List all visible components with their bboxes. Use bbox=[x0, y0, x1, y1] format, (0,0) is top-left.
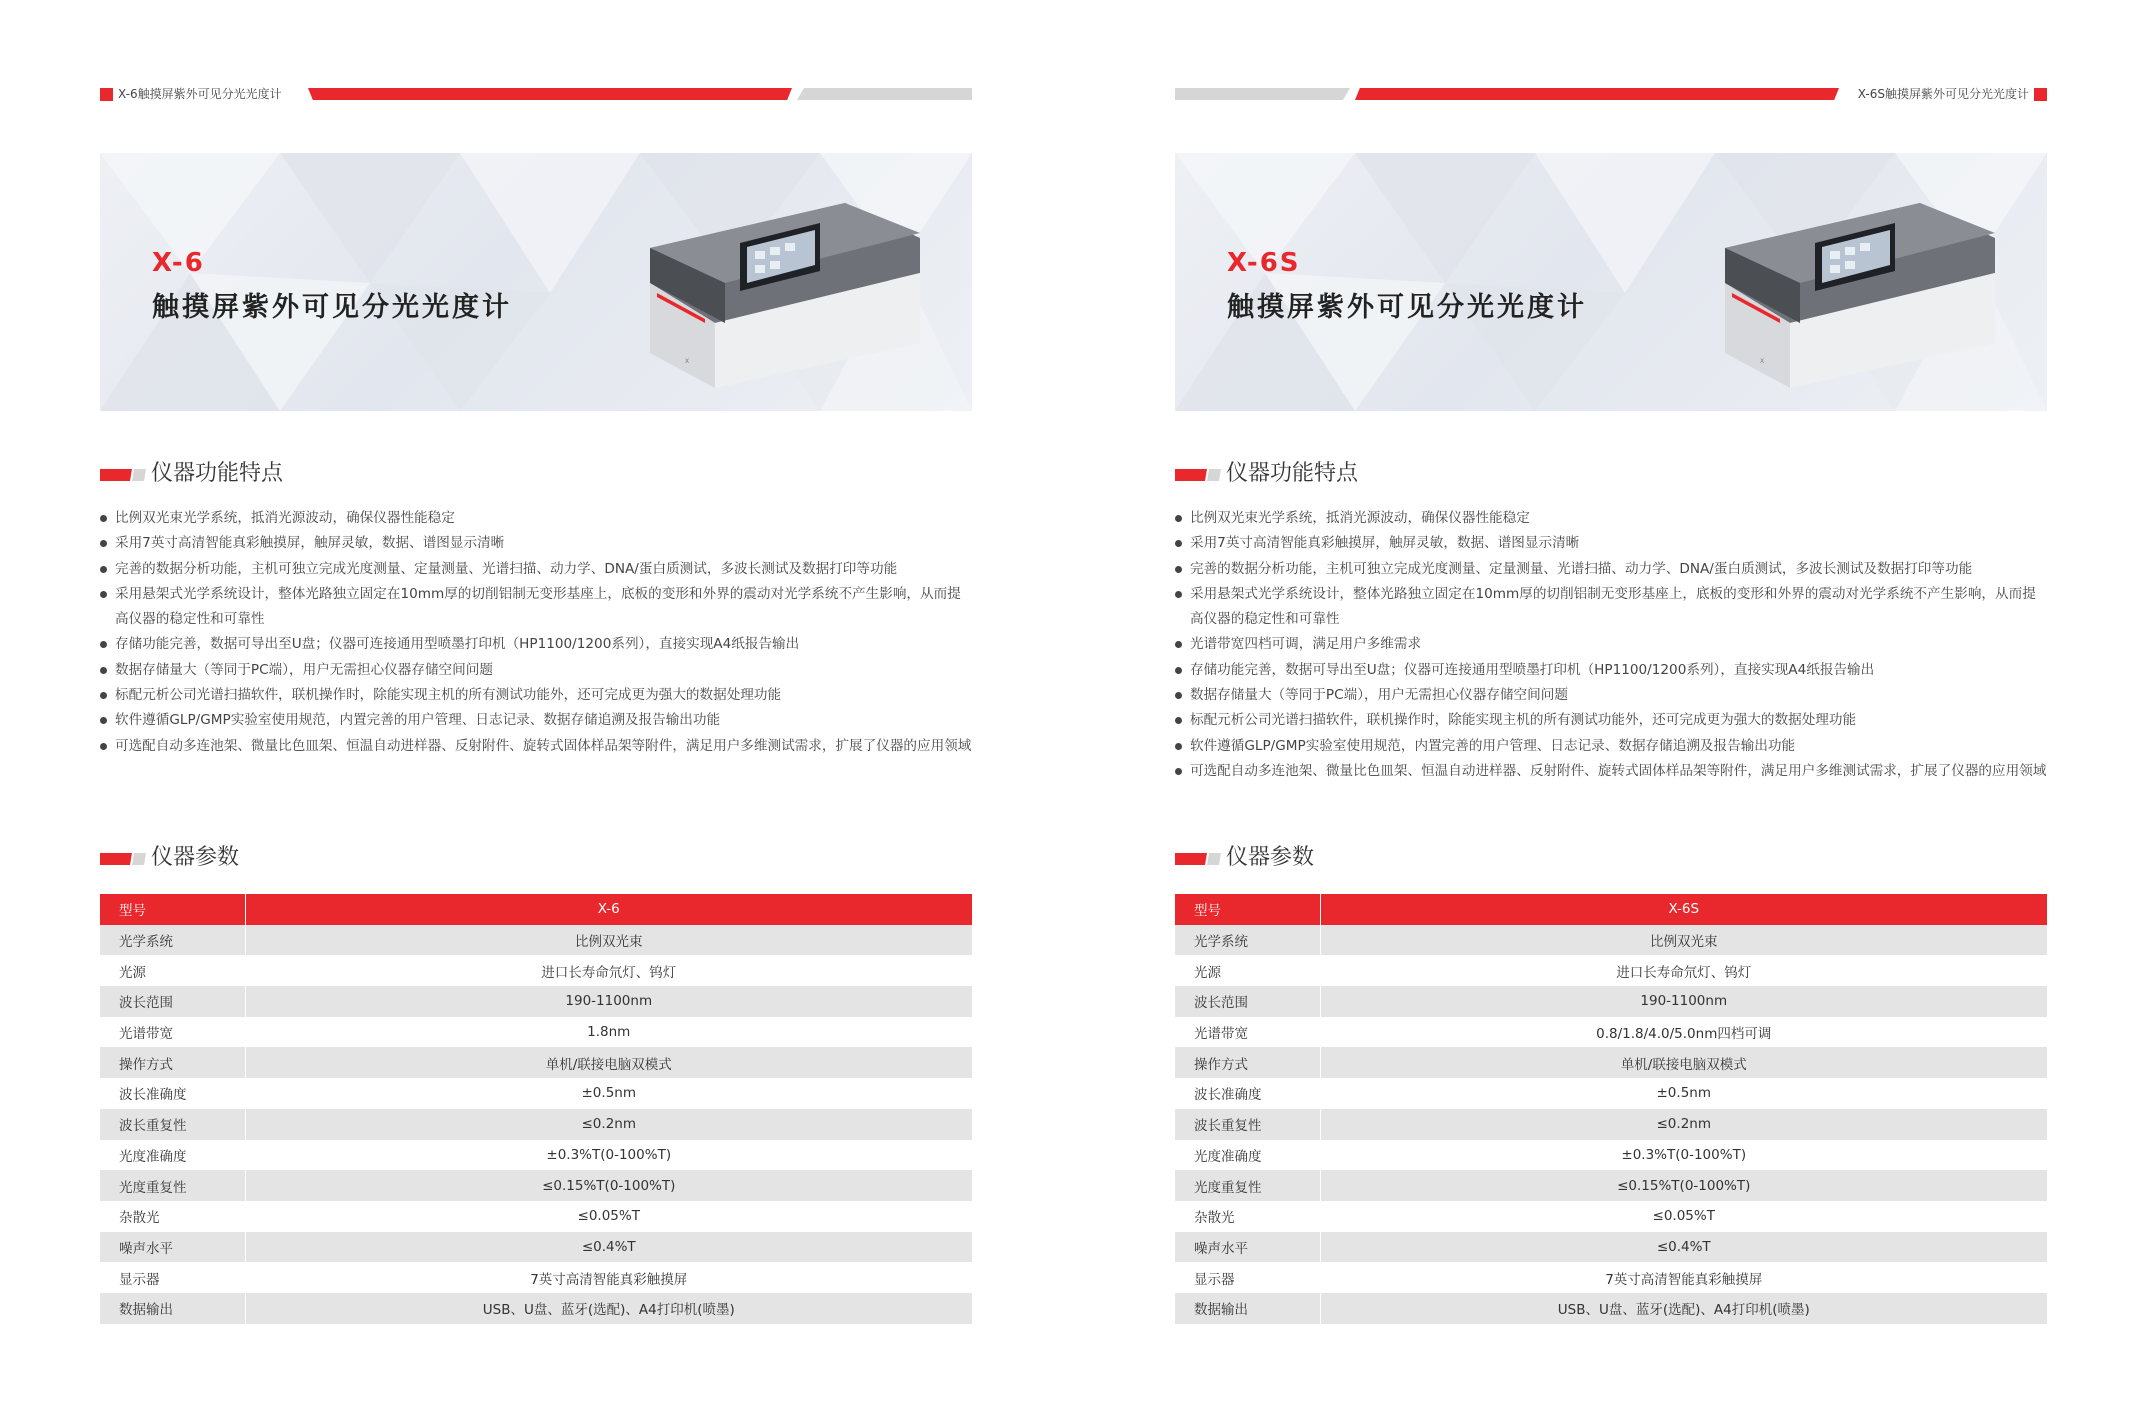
table-row bbox=[1175, 1140, 2047, 1171]
bullet-icon bbox=[100, 515, 107, 522]
banner-product-name: 触摸屏紫外可见分光光度计 bbox=[1227, 292, 1587, 323]
table-row bbox=[100, 1232, 972, 1263]
table-row bbox=[100, 1140, 972, 1171]
svg-text:X: X bbox=[1760, 358, 1765, 365]
table-row bbox=[100, 925, 972, 956]
page-header bbox=[100, 86, 972, 102]
spec-key: 杂散光 bbox=[100, 1201, 245, 1232]
feature-item: 完善的数据分析功能，主机可独立完成光度测量、定量测量、光谱扫描、动力学、DNA/蛋白质测试，多波长测试及数据打印等功能 bbox=[1175, 557, 2047, 582]
spec-key: 噪声水平 bbox=[1175, 1232, 1320, 1263]
feature-item: 采用7英寸高清智能真彩触摸屏，触屏灵敏，数据、谱图显示清晰 bbox=[1175, 531, 2047, 556]
spec-value: 7英寸高清智能真彩触摸屏 bbox=[1320, 1262, 2047, 1293]
feature-item: 采用悬架式光学系统设计，整体光路独立固定在10mm厚的切削铝制无变形基座上，底板的变形和外界的震动对光学系统不产生影响，从而提高仪器的稳定性和可靠性 bbox=[1175, 582, 2047, 633]
table-row bbox=[1175, 1047, 2047, 1078]
spec-key: 操作方式 bbox=[1175, 1047, 1320, 1078]
feature-item: 可选配自动多连池架、微量比色皿架、恒温自动进样器、反射附件、旋转式固体样品架等附件，满足用户多维测试需求，扩展了仪器的应用领域 bbox=[100, 734, 972, 759]
bullet-icon bbox=[1175, 641, 1182, 648]
feature-item: 软件遵循GLP/GMP实验室使用规范，内置完善的用户管理、日志记录、数据存储追溯及报告输出功能 bbox=[100, 708, 972, 733]
bullet-icon bbox=[100, 641, 107, 648]
section-marker-icon bbox=[1175, 469, 1221, 481]
header-gray-stripe bbox=[1175, 88, 1350, 100]
feature-item: 可选配自动多连池架、微量比色皿架、恒温自动进样器、反射附件、旋转式固体样品架等附件，满足用户多维测试需求，扩展了仪器的应用领域 bbox=[1175, 759, 2047, 784]
spec-key: 波长重复性 bbox=[1175, 1109, 1320, 1140]
feature-item: 存储功能完善，数据可导出至U盘；仪器可连接通用型喷墨打印机（HP1100/1200系列），直接实现A4纸报告输出 bbox=[1175, 658, 2047, 683]
spec-value: ≤0.2nm bbox=[245, 1109, 972, 1140]
spec-value: ≤0.15%T(0-100%T) bbox=[1320, 1170, 2047, 1201]
spec-value: ±0.3%T(0-100%T) bbox=[1320, 1140, 2047, 1171]
table-row bbox=[1175, 1201, 2047, 1232]
bullet-icon bbox=[1175, 591, 1182, 598]
spec-table-header bbox=[100, 894, 972, 925]
features-list bbox=[100, 506, 972, 759]
spec-header-key: 型号 bbox=[100, 894, 245, 925]
spectrophotometer-image bbox=[1720, 193, 2010, 393]
table-row bbox=[100, 1078, 972, 1109]
table-row bbox=[1175, 1170, 2047, 1201]
spec-header-key: 型号 bbox=[1175, 894, 1320, 925]
header-gray-stripe bbox=[797, 88, 972, 100]
bullet-icon bbox=[100, 717, 107, 724]
spec-key: 光谱带宽 bbox=[100, 1017, 245, 1048]
spec-value: 进口长寿命氘灯、钨灯 bbox=[1320, 955, 2047, 986]
feature-item: 光谱带宽四档可调，满足用户多维需求 bbox=[1175, 632, 2047, 657]
spec-key: 波长重复性 bbox=[100, 1109, 245, 1140]
spec-key: 波长范围 bbox=[1175, 986, 1320, 1017]
spec-key: 杂散光 bbox=[1175, 1201, 1320, 1232]
table-row bbox=[1175, 1262, 2047, 1293]
bullet-icon bbox=[1175, 717, 1182, 724]
spec-value: 单机/联接电脑双模式 bbox=[1320, 1047, 2047, 1078]
features-list bbox=[1175, 506, 2047, 784]
spectrophotometer-image bbox=[645, 193, 935, 393]
table-row bbox=[1175, 1017, 2047, 1048]
table-row bbox=[100, 986, 972, 1017]
feature-item: 采用7英寸高清智能真彩触摸屏，触屏灵敏，数据、谱图显示清晰 bbox=[100, 531, 972, 556]
spec-key: 光度准确度 bbox=[1175, 1140, 1320, 1171]
table-row bbox=[100, 1201, 972, 1232]
feature-item: 比例双光束光学系统，抵消光源波动，确保仪器性能稳定 bbox=[100, 506, 972, 531]
bullet-icon bbox=[100, 743, 107, 750]
spec-value: 进口长寿命氘灯、钨灯 bbox=[245, 955, 972, 986]
table-row bbox=[100, 1047, 972, 1078]
feature-item: 比例双光束光学系统，抵消光源波动，确保仪器性能稳定 bbox=[1175, 506, 2047, 531]
bullet-icon bbox=[1175, 768, 1182, 775]
section-marker-icon bbox=[1175, 853, 1221, 865]
spec-key: 光学系统 bbox=[1175, 925, 1320, 956]
section-marker-icon bbox=[100, 853, 146, 865]
product-banner bbox=[100, 153, 972, 411]
spec-key: 光源 bbox=[1175, 955, 1320, 986]
spec-table bbox=[100, 894, 972, 1324]
header-red-stripe bbox=[1355, 88, 1839, 100]
spec-key: 噪声水平 bbox=[100, 1232, 245, 1263]
table-row bbox=[1175, 925, 2047, 956]
bullet-icon bbox=[100, 540, 107, 547]
table-row bbox=[1175, 986, 2047, 1017]
spec-key: 波长准确度 bbox=[1175, 1078, 1320, 1109]
spec-value: ±0.3%T(0-100%T) bbox=[245, 1140, 972, 1171]
spec-table bbox=[1175, 894, 2047, 1324]
spec-value: ≤0.4%T bbox=[245, 1232, 972, 1263]
bullet-icon bbox=[1175, 566, 1182, 573]
section-marker-icon bbox=[100, 469, 146, 481]
spec-header-value: X-6S bbox=[1320, 894, 2047, 925]
spec-key: 光度重复性 bbox=[1175, 1170, 1320, 1201]
bullet-icon bbox=[100, 591, 107, 598]
spec-key: 光学系统 bbox=[100, 925, 245, 956]
spec-value: ±0.5nm bbox=[245, 1078, 972, 1109]
page-header bbox=[1175, 86, 2047, 102]
feature-item: 标配元析公司光谱扫描软件，联机操作时，除能实现主机的所有测试功能外，还可完成更为强大的数据处理功能 bbox=[100, 683, 972, 708]
spec-value: ≤0.15%T(0-100%T) bbox=[245, 1170, 972, 1201]
header-title: X-6触摸屏紫外可见分光光度计 bbox=[118, 87, 282, 101]
spec-value: 0.8/1.8/4.0/5.0nm四档可调 bbox=[1320, 1017, 2047, 1048]
spec-key: 光源 bbox=[100, 955, 245, 986]
product-banner bbox=[1175, 153, 2047, 411]
spec-key: 显示器 bbox=[100, 1262, 245, 1293]
spec-header-value: X-6 bbox=[245, 894, 972, 925]
bullet-icon bbox=[100, 667, 107, 674]
spec-key: 光度准确度 bbox=[100, 1140, 245, 1171]
spec-value: 单机/联接电脑双模式 bbox=[245, 1047, 972, 1078]
spec-value: 比例双光束 bbox=[1320, 925, 2047, 956]
features-heading-label: 仪器功能特点 bbox=[151, 461, 284, 486]
bullet-icon bbox=[1175, 515, 1182, 522]
table-row bbox=[1175, 1232, 2047, 1263]
banner-product-name: 触摸屏紫外可见分光光度计 bbox=[152, 292, 512, 323]
table-row bbox=[100, 955, 972, 986]
table-row bbox=[100, 1109, 972, 1140]
params-heading-label: 仪器参数 bbox=[1226, 845, 1315, 870]
spec-table-header bbox=[1175, 894, 2047, 925]
table-row bbox=[100, 1170, 972, 1201]
bullet-icon bbox=[100, 692, 107, 699]
spec-value: USB、U盘、蓝牙(选配)、A4打印机(喷墨) bbox=[1320, 1293, 2047, 1324]
table-row bbox=[1175, 1109, 2047, 1140]
spec-value: ≤0.2nm bbox=[1320, 1109, 2047, 1140]
brochure-page-right bbox=[1175, 0, 2047, 1424]
spec-key: 波长范围 bbox=[100, 986, 245, 1017]
bullet-icon bbox=[1175, 540, 1182, 547]
table-row bbox=[1175, 1078, 2047, 1109]
feature-item: 存储功能完善，数据可导出至U盘；仪器可连接通用型喷墨打印机（HP1100/1200系列），直接实现A4纸报告输出 bbox=[100, 632, 972, 657]
feature-item: 数据存储量大（等同于PC端），用户无需担心仪器存储空间问题 bbox=[1175, 683, 2047, 708]
header-red-stripe bbox=[308, 88, 792, 100]
feature-item: 数据存储量大（等同于PC端），用户无需担心仪器存储空间问题 bbox=[100, 658, 972, 683]
svg-text:X: X bbox=[685, 358, 690, 365]
table-row bbox=[100, 1017, 972, 1048]
spec-value: 7英寸高清智能真彩触摸屏 bbox=[245, 1262, 972, 1293]
spec-key: 光谱带宽 bbox=[1175, 1017, 1320, 1048]
banner-model: X-6 bbox=[152, 248, 205, 278]
bullet-icon bbox=[1175, 667, 1182, 674]
features-heading-label: 仪器功能特点 bbox=[1226, 461, 1359, 486]
table-row bbox=[1175, 1293, 2047, 1324]
table-row bbox=[100, 1262, 972, 1293]
feature-item: 完善的数据分析功能，主机可独立完成光度测量、定量测量、光谱扫描、动力学、DNA/蛋白质测试，多波长测试及数据打印等功能 bbox=[100, 557, 972, 582]
spec-key: 显示器 bbox=[1175, 1262, 1320, 1293]
spec-value: 比例双光束 bbox=[245, 925, 972, 956]
bullet-icon bbox=[1175, 743, 1182, 750]
params-heading-label: 仪器参数 bbox=[151, 845, 240, 870]
banner-model: X-6S bbox=[1227, 248, 1301, 278]
spec-value: 1.8nm bbox=[245, 1017, 972, 1048]
spec-key: 波长准确度 bbox=[100, 1078, 245, 1109]
spec-value: ≤0.05%T bbox=[245, 1201, 972, 1232]
spec-value: 190-1100nm bbox=[245, 986, 972, 1017]
spec-value: ≤0.4%T bbox=[1320, 1232, 2047, 1263]
table-row bbox=[1175, 955, 2047, 986]
spec-value: ±0.5nm bbox=[1320, 1078, 2047, 1109]
header-title: X-6S触摸屏紫外可见分光光度计 bbox=[1857, 87, 2029, 101]
brochure-page-left bbox=[100, 0, 972, 1424]
bullet-icon bbox=[1175, 692, 1182, 699]
feature-item: 采用悬架式光学系统设计，整体光路独立固定在10mm厚的切削铝制无变形基座上，底板的变形和外界的震动对光学系统不产生影响，从而提高仪器的稳定性和可靠性 bbox=[100, 582, 972, 633]
spec-value: 190-1100nm bbox=[1320, 986, 2047, 1017]
spec-key: 数据输出 bbox=[1175, 1293, 1320, 1324]
spec-key: 光度重复性 bbox=[100, 1170, 245, 1201]
feature-item: 软件遵循GLP/GMP实验室使用规范，内置完善的用户管理、日志记录、数据存储追溯及报告输出功能 bbox=[1175, 734, 2047, 759]
spec-key: 操作方式 bbox=[100, 1047, 245, 1078]
table-row bbox=[100, 1293, 972, 1324]
bullet-icon bbox=[100, 566, 107, 573]
spec-value: USB、U盘、蓝牙(选配)、A4打印机(喷墨) bbox=[245, 1293, 972, 1324]
header-marker bbox=[100, 88, 113, 101]
header-marker bbox=[2034, 88, 2047, 101]
spec-key: 数据输出 bbox=[100, 1293, 245, 1324]
spec-value: ≤0.05%T bbox=[1320, 1201, 2047, 1232]
feature-item: 标配元析公司光谱扫描软件，联机操作时，除能实现主机的所有测试功能外，还可完成更为强大的数据处理功能 bbox=[1175, 708, 2047, 733]
